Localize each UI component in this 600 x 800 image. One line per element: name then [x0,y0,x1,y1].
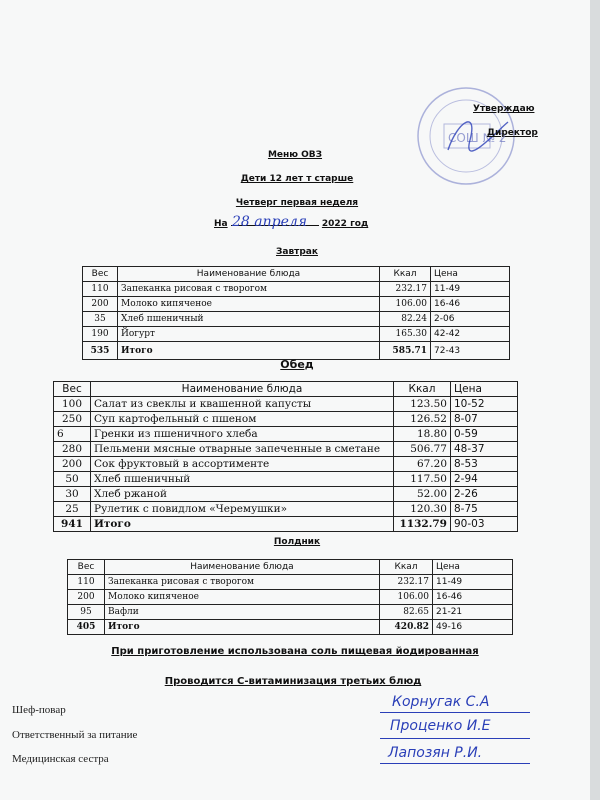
col-dish: Наименование блюда [118,267,380,282]
col-weight: Вес [83,267,118,282]
stamp-text: СОШ № 2 [448,131,507,145]
col-kcal: Ккал [380,267,431,282]
lunch-table [53,381,518,532]
age-group: Дети 12 лет т старше [240,174,354,184]
col-price: Цена [431,267,510,282]
signature-name: Корнугак С.А [392,694,490,710]
table-row: 280 Пельмени мясные отварные запеченные в сметане 506.77 48-37 [54,442,518,457]
col-dish: Наименование блюда [91,382,394,397]
col-price: Цена [451,382,518,397]
approve-label: Утверждаю [473,104,535,114]
snack-table [67,559,513,635]
lunch-title: Обед [280,358,314,371]
director-label: Директор [487,128,538,138]
table-row: 110 Запеканка рисовая с творогом 232.17 11-49 [68,575,513,590]
table-row: 190 Йогурт 165.30 42-42 [83,327,510,342]
handwritten-date: 28 апреля [232,214,308,230]
table-row: 200 Молоко кипяченое 106.00 16-46 [83,297,510,312]
date-prefix: На [214,219,228,229]
table-row: 200 Сок фруктовый в ассортименте 67.20 8-53 [54,457,518,472]
col-price: Цена [433,560,513,575]
vitamin-note: Проводится С-витаминизация третьих блюд [164,676,422,687]
table-row: 100 Салат из свеклы и квашенной капусты 123.50 10-52 [54,397,518,412]
signature-line [380,712,530,713]
col-kcal: Ккал [394,382,451,397]
table-row: 250 Суп картофельный с пшеном 126.52 8-07 [54,412,518,427]
table-row: 35 Хлеб пшеничный 82.24 2-06 [83,312,510,327]
col-dish: Наименование блюда [105,560,380,575]
breakfast-table [82,266,510,360]
col-weight: Вес [54,382,91,397]
date-year: 2022 год [321,219,369,229]
signature-role: Ответственный за питание [12,729,138,741]
weekday-line: Четверг первая неделя [235,198,359,208]
signature-role: Шеф-повар [12,704,66,716]
signature-name: Лапозян Р.И. [388,745,483,761]
signature-name: Проценко И.Е [390,718,491,734]
salt-note: При приготовление использована соль пищевая йодированная [111,646,479,657]
table-row: 110 Запеканка рисовая с творогом 232.17 11-49 [83,282,510,297]
col-weight: Вес [68,560,105,575]
signature-line [380,738,530,739]
snack-title: Полдник [273,537,321,547]
total-row: 405 Итого 420.82 49-16 [68,620,513,635]
breakfast-title: Завтрак [275,247,318,257]
table-row: 200 Молоко кипяченое 106.00 16-46 [68,590,513,605]
total-row: 535 Итого 585.71 72-43 [83,342,510,360]
menu-title: Меню ОВЗ [267,150,323,160]
table-row: 6 Гренки из пшеничного хлеба 18.80 0-59 [54,427,518,442]
table-row: 50 Хлеб пшеничный 117.50 2-94 [54,472,518,487]
table-row: 95 Вафли 82.65 21-21 [68,605,513,620]
table-row: 30 Хлеб ржаной 52.00 2-26 [54,487,518,502]
signature-line [380,763,530,764]
signature-role: Медицинская сестра [12,753,109,765]
total-row: 941 Итого 1132.79 90-03 [54,517,518,532]
table-row: 25 Рулетик с повидлом «Черемушки» 120.30 8-75 [54,502,518,517]
col-kcal: Ккал [380,560,433,575]
